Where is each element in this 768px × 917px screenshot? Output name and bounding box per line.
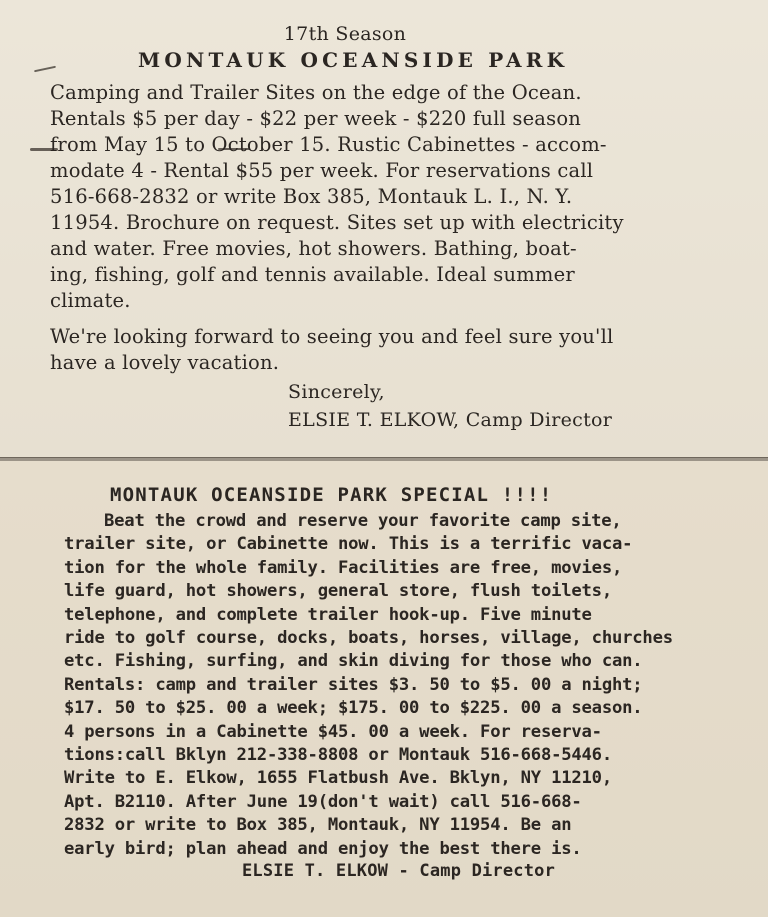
special-line: ride to golf course, docks, boats, horses, village, churches — [64, 628, 673, 649]
special-signature: ELSIE T. ELKOW - Camp Director — [242, 861, 556, 881]
letter-signature-block — [288, 378, 612, 434]
park-title: MONTAUK OCEANSIDE PARK — [138, 48, 569, 72]
special-line: tions:call Bklyn 212-338-8808 or Montauk 516-668-5446. — [64, 745, 612, 766]
letter-body — [50, 80, 624, 314]
special-line: trailer site, or Cabinette now. This is a terrific vaca- — [64, 534, 633, 555]
season-label: 17th Season — [283, 23, 407, 45]
special-line: telephone, and complete trailer hook-up. Five minute — [64, 604, 592, 625]
special-line: tion for the whole family. Facilities are free, movies, — [64, 557, 623, 578]
special-body — [64, 510, 673, 861]
signature: ELSIE T. ELKOW, Camp Director — [288, 409, 613, 431]
special-line: etc. Fishing, surfing, and skin diving for those who can. — [64, 651, 643, 672]
special-line: 2832 or write to Box 385, Montauk, NY 11954. Be an — [64, 815, 572, 836]
closing-line: We're looking forward to seeing you and feel sure you'll — [50, 325, 614, 348]
letter-line: Rentals $5 per day - $22 per week - $220 full season — [50, 107, 582, 130]
letter-line: Camping and Trailer Sites on the edge of the Ocean. — [50, 81, 582, 104]
closing-line: have a lovely vacation. — [50, 351, 280, 374]
special-line: Apt. B2110. After June 19(don't wait) call 516-668- — [64, 791, 582, 812]
special-line: Rentals: camp and trailer sites $3. 50 to $5. 00 a night; — [64, 674, 643, 695]
letter-line: ing, fishing, golf and tennis available. Ideal summer — [50, 263, 575, 286]
special-line: early bird; plan ahead and enjoy the best there is. — [64, 838, 582, 859]
special-line: life guard, hot showers, general store, flush toilets, — [64, 581, 612, 602]
valediction: Sincerely, — [288, 381, 385, 403]
letter-line: modate 4 - Rental $55 per week. For reservations call — [50, 159, 594, 182]
letter-line: 11954. Brochure on request. Sites set up with electricity — [50, 211, 624, 234]
special-line: Beat the crowd and reserve your favorite camp site, — [104, 511, 622, 531]
letter-closing — [50, 324, 613, 376]
special-line: Write to E. Elkow, 1655 Flatbush Ave. Bklyn, NY 11210, — [64, 768, 612, 789]
letter-line: climate. — [50, 289, 131, 312]
letter-line: and water. Free movies, hot showers. Bathing, boat- — [50, 237, 577, 260]
letter-line: 516-668-2832 or write Box 385, Montauk L. I., N. Y. — [50, 185, 573, 208]
special-line: $17. 50 to $25. 00 a week; $175. 00 to $225. 00 a season. — [64, 698, 643, 719]
letter-line: from May 15 to October 15. Rustic Cabinettes - accom- — [50, 133, 607, 156]
special-title: MONTAUK OCEANSIDE PARK SPECIAL !!!! — [110, 484, 553, 506]
special-line: 4 persons in a Cabinette $45. 00 a week. For reserva- — [64, 721, 602, 742]
